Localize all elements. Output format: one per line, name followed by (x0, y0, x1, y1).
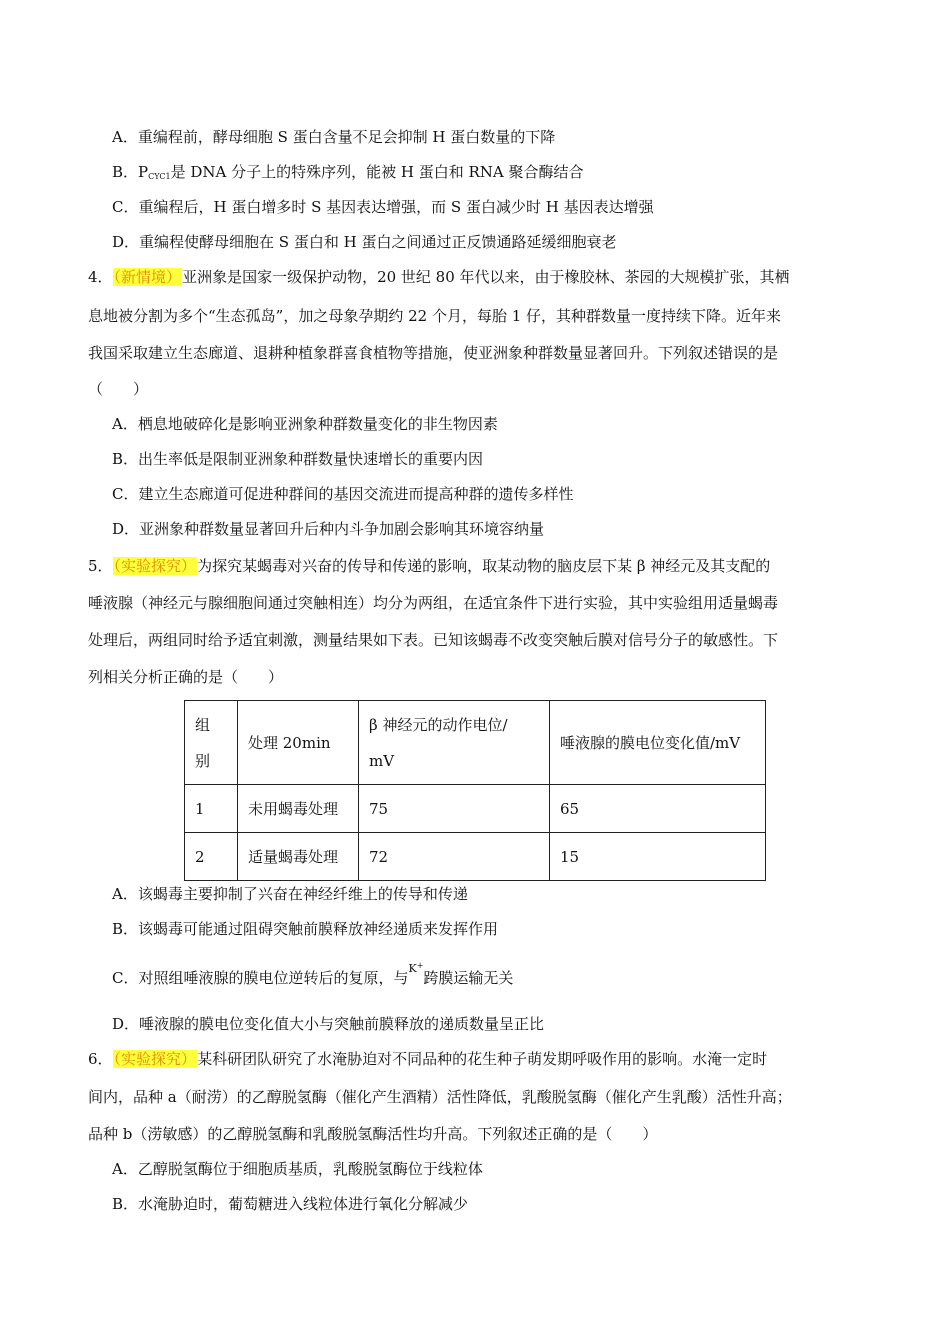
q4-number: 4． (88, 268, 113, 286)
cell-treatment: 适量蝎毒处理 (238, 833, 359, 881)
header-action-potential (359, 701, 550, 785)
q3-option-b-subscript: CYC1 (148, 172, 171, 181)
header-membrane-change: 唾液腺的膜电位变化值/mV (550, 701, 766, 785)
q5-option-c-suffix: 跨膜运输无关 (423, 969, 514, 987)
cell-action-potential: 72 (359, 833, 550, 881)
q6-stem-line-1 (88, 1048, 767, 1070)
cell-action-potential: 75 (359, 785, 550, 833)
q4-stem-line-3: 我国采取建立生态廊道、退耕种植象群喜食植物等措施，使亚洲象种群数量显著回升。下列叙述错误的是 (88, 344, 779, 362)
cell-group: 2 (185, 833, 238, 881)
q6-stem-line-3: 品种 b（涝敏感）的乙醇脱氢酶和乳酸脱氢酶活性均升高。下列叙述正确的是（ ） (88, 1125, 658, 1143)
q5-stem-line-4: 列相关分析正确的是（ ） (88, 668, 284, 686)
q6-number: 6． (88, 1050, 113, 1068)
q3-option-b (112, 161, 584, 188)
cell-membrane-change: 65 (550, 785, 766, 833)
table-header-row (185, 701, 766, 785)
q3-option-a: A．重编程前，酵母细胞 S 蛋白含量不足会抑制 H 蛋白数量的下降 (112, 128, 556, 146)
q5-option-c-prefix: C．对照组唾液腺的膜电位逆转后的复原，与 (112, 969, 409, 987)
q6-option-b: B．水淹胁迫时，葡萄糖进入线粒体进行氧化分解减少 (112, 1195, 469, 1213)
q3-option-b-prefix: B．P (112, 163, 149, 181)
q5-line1-text: 为探究某蝎毒对兴奋的传导和传递的影响，取某动物的脑皮层下某 β 神经元及其支配的 (197, 557, 771, 575)
q4-stem-line-1 (88, 266, 790, 288)
q3-option-d: D．重编程使酵母细胞在 S 蛋白和 H 蛋白之间通过正反馈通路延缓细胞衰老 (112, 233, 617, 251)
q4-tag: （新情境） (113, 268, 182, 286)
q4-answer-bracket: （ ） (88, 380, 149, 398)
potassium-charge: + (416, 961, 424, 970)
q5-option-a: A．该蝎毒主要抑制了兴奋在神经纤维上的传导和传递 (112, 885, 468, 903)
potassium-ion (408, 962, 423, 975)
q4-stem-line-2: 息地被分割为多个“生态孤岛”，加之母象孕期约 22 个月，每胎 1 仔，其种群数量一度持续下降。近年来 (88, 307, 782, 325)
q5-stem-line-3: 处理后，两组同时给予适宜刺激，测量结果如下表。已知该蝎毒不改变突触后膜对信号分子的敏感性。下 (88, 631, 779, 649)
q5-option-d: D．唾液腺的膜电位变化值大小与突触前膜释放的递质数量呈正比 (112, 1015, 545, 1033)
q5-number: 5． (88, 557, 113, 575)
q4-line1-text: 亚洲象是国家一级保护动物，20 世纪 80 年代以来，由于橡胶林、茶园的大规模扩张，其栖 (182, 268, 790, 286)
q3-option-c: C．重编程后，H 蛋白增多时 S 基因表达增强，而 S 蛋白减少时 H 基因表达增强 (112, 198, 654, 216)
potassium-symbol: K (408, 962, 417, 975)
header-action-potential-line-1: β 神经元的动作电位/ (369, 715, 508, 734)
q6-line1-text: 某科研团队研究了水淹胁迫对不同品种的花生种子萌发期呼吸作用的影响。水淹一定时 (197, 1050, 768, 1068)
table-row (185, 785, 766, 833)
q4-option-d: D．亚洲象种群数量显著回升后种内斗争加剧会影响其环境容纳量 (112, 520, 545, 538)
cell-group: 1 (185, 785, 238, 833)
q6-tag: （实验探究） (113, 1050, 197, 1068)
q4-option-b: B．出生率低是限制亚洲象种群数量快速增长的重要内因 (112, 450, 484, 468)
cell-treatment: 未用蝎毒处理 (238, 785, 359, 833)
q5-stem-line-1 (88, 555, 770, 577)
q3-option-b-suffix: 是 DNA 分子上的特殊序列，能被 H 蛋白和 RNA 聚合酶结合 (170, 163, 584, 181)
q4-option-c: C．建立生态廊道可促进种群间的基因交流进而提高种群的遗传多样性 (112, 485, 574, 503)
q5-option-c (112, 961, 514, 991)
cell-membrane-change: 15 (550, 833, 766, 881)
table-row (185, 833, 766, 881)
q5-tag: （实验探究） (113, 557, 197, 575)
q6-stem-line-2: 间内，品种 a（耐涝）的乙醇脱氢酶（催化产生酒精）活性降低，乳酸脱氢酶（催化产生乳酸）活性升高； (88, 1088, 792, 1106)
header-group-line-1: 组 (195, 715, 211, 734)
header-group (185, 701, 238, 785)
q5-option-b: B．该蝎毒可能通过阻碍突触前膜释放神经递质来发挥作用 (112, 920, 499, 938)
header-action-potential-line-2: mV (369, 751, 395, 770)
q4-option-a: A．栖息地破碎化是影响亚洲象种群数量变化的非生物因素 (112, 415, 498, 433)
q6-option-a: A．乙醇脱氢酶位于细胞质基质，乳酸脱氢酶位于线粒体 (112, 1160, 483, 1178)
header-treatment: 处理 20min (238, 701, 359, 785)
q5-stem-line-2: 唾液腺（神经元与腺细胞间通过突触相连）均分为两组，在适宜条件下进行实验，其中实验组用适量蝎毒 (88, 594, 779, 612)
q5-data-table (184, 700, 766, 881)
header-group-line-2: 别 (195, 751, 211, 770)
